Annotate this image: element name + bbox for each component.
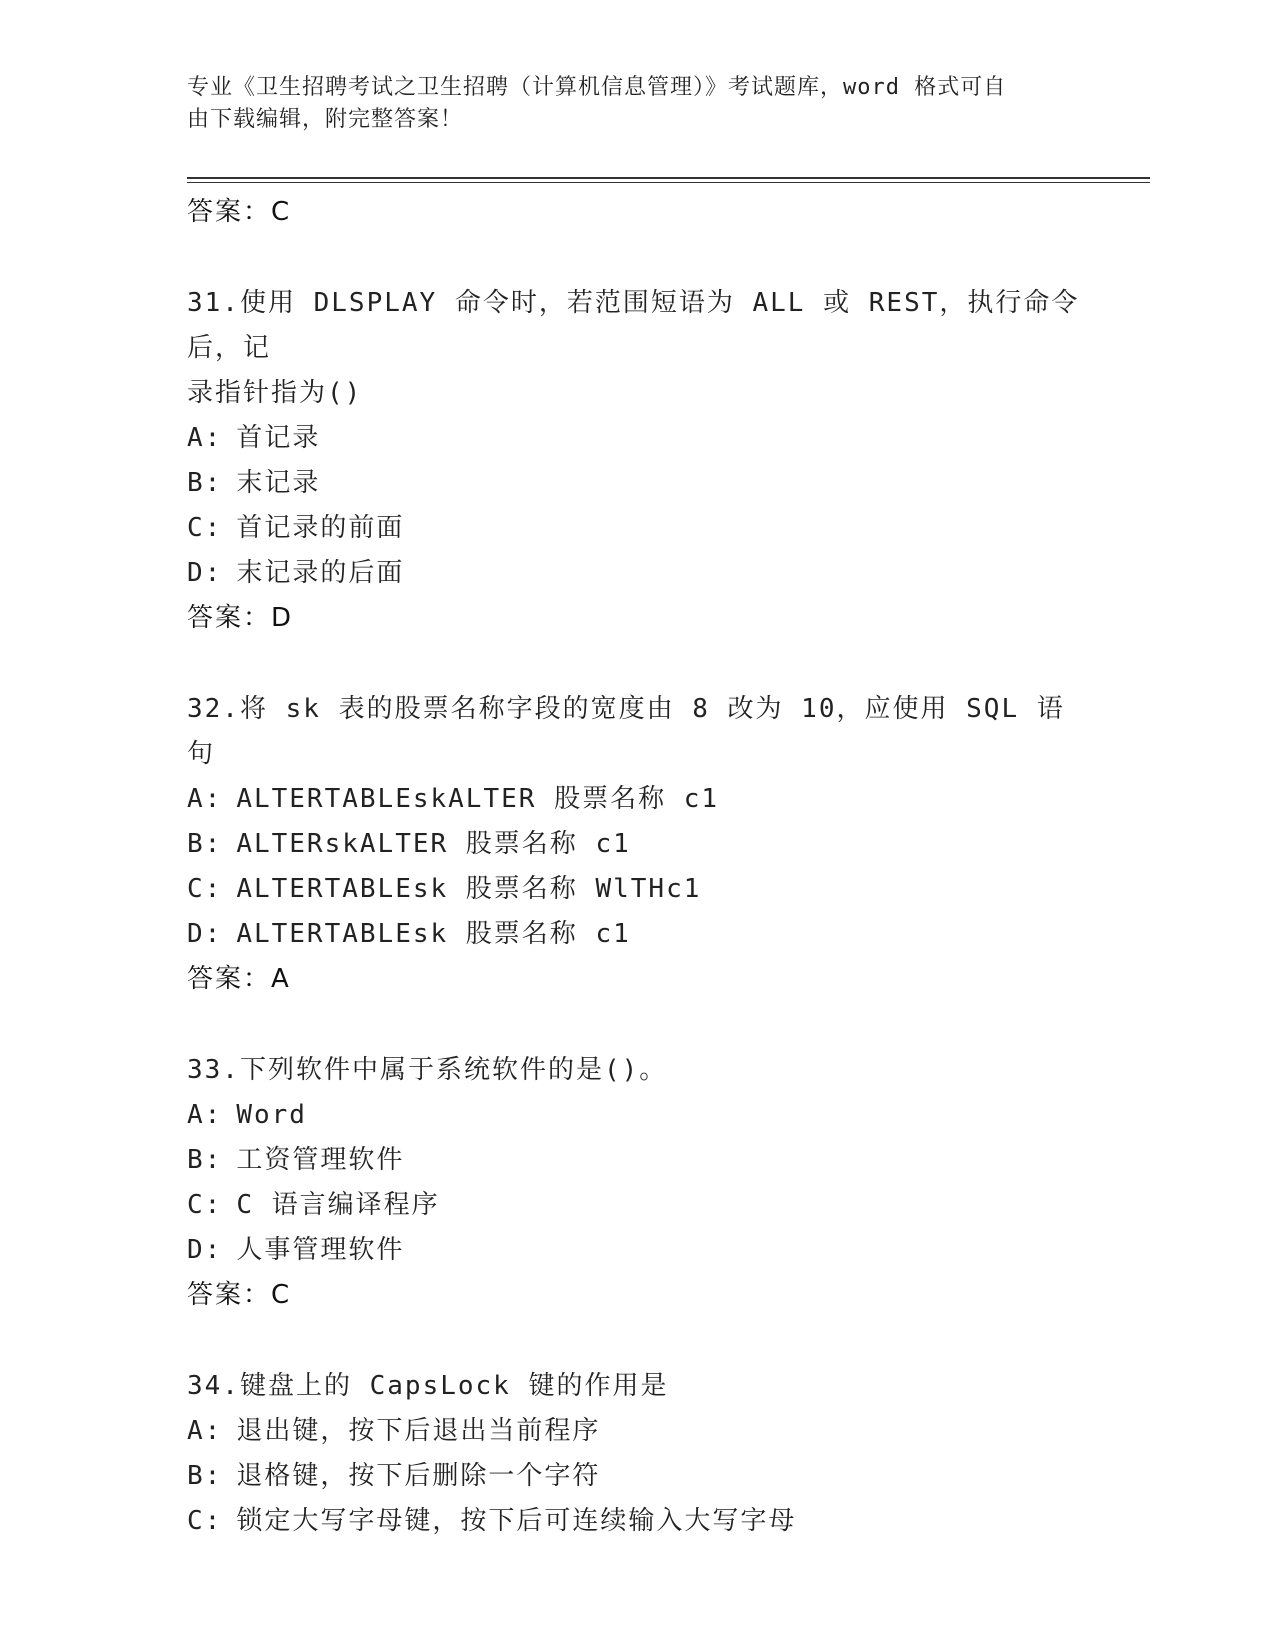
option-text: 首记录的前面 <box>236 513 405 543</box>
option-d <box>187 912 1087 957</box>
option-text: 工资管理软件 <box>236 1145 405 1175</box>
option-label: A: <box>187 1100 223 1130</box>
option-c <box>187 867 1087 912</box>
option-text: Word <box>236 1100 307 1130</box>
option-text: 末记录的后面 <box>236 558 405 588</box>
option-label: B: <box>187 1145 223 1175</box>
option-text: ALTERTABLEskALTER 股票名称 c1 <box>236 784 720 814</box>
option-b <box>187 1138 1087 1183</box>
option-a <box>187 777 1087 822</box>
option-label: D: <box>187 919 223 949</box>
option-a <box>187 1093 1087 1138</box>
option-b <box>187 461 1087 506</box>
option-c <box>187 506 1087 551</box>
option-a <box>187 1409 1087 1454</box>
option-d <box>187 1228 1087 1273</box>
option-text: ALTERTABLEsk 股票名称 WlTHc1 <box>236 874 702 904</box>
question-text-line: 31.使用 DLSPLAY 命令时，若范围短语为 ALL 或 REST，执行命令后，记 <box>187 288 1080 363</box>
option-label: B: <box>187 468 223 498</box>
option-label: C: <box>187 1190 223 1220</box>
option-label: C: <box>187 1506 223 1536</box>
option-text: 末记录 <box>236 468 321 498</box>
option-label: A: <box>187 1416 223 1446</box>
option-text: 退出键，按下后退出当前程序 <box>236 1416 601 1446</box>
option-c <box>187 1183 1087 1228</box>
question-text-line: 33.下列软件中属于系统软件的是()。 <box>187 1055 668 1085</box>
document-header <box>187 72 1067 136</box>
option-c <box>187 1499 1087 1544</box>
question-text-line: 32.将 sk 表的股票名称字段的宽度由 8 改为 10，应使用 SQL 语句 <box>187 694 1065 769</box>
option-label: D: <box>187 558 223 588</box>
header-line-1: 专业《卫生招聘考试之卫生招聘（计算机信息管理）》考试题库，word 格式可自 <box>187 75 1007 100</box>
option-label: B: <box>187 829 223 859</box>
option-label: C: <box>187 874 223 904</box>
option-b <box>187 822 1087 867</box>
option-text: ALTERTABLEsk 股票名称 c1 <box>236 919 631 949</box>
question-31 <box>187 281 1087 641</box>
question-32 <box>187 687 1087 1002</box>
option-label: A: <box>187 423 223 453</box>
previous-answer: 答案：C <box>187 197 292 227</box>
question-text-line: 录指针指为() <box>187 378 363 408</box>
option-text: ALTERskALTER 股票名称 c1 <box>236 829 631 859</box>
option-text: C 语言编译程序 <box>236 1190 440 1220</box>
answer: 答案：C <box>187 1280 292 1310</box>
header-line-2: 由下载编辑，附完整答案！ <box>187 107 464 132</box>
option-label: D: <box>187 1235 223 1265</box>
option-b <box>187 1454 1087 1499</box>
header-divider-thick <box>187 177 1150 179</box>
option-text: 人事管理软件 <box>236 1235 405 1265</box>
option-text: 锁定大写字母键，按下后可连续输入大写字母 <box>236 1506 797 1536</box>
question-text-line: 34.键盘上的 CapsLock 键的作用是 <box>187 1371 669 1401</box>
option-a <box>187 416 1087 461</box>
header-divider-thin <box>187 182 1150 183</box>
answer: 答案：D <box>187 603 294 633</box>
question-33 <box>187 1048 1087 1318</box>
option-text: 退格键，按下后删除一个字符 <box>236 1461 601 1491</box>
question-list <box>187 190 1087 1544</box>
option-d <box>187 551 1087 596</box>
option-label: A: <box>187 784 223 814</box>
question-34 <box>187 1364 1087 1544</box>
option-text: 首记录 <box>236 423 321 453</box>
option-label: B: <box>187 1461 223 1491</box>
answer: 答案：A <box>187 964 291 994</box>
option-label: C: <box>187 513 223 543</box>
